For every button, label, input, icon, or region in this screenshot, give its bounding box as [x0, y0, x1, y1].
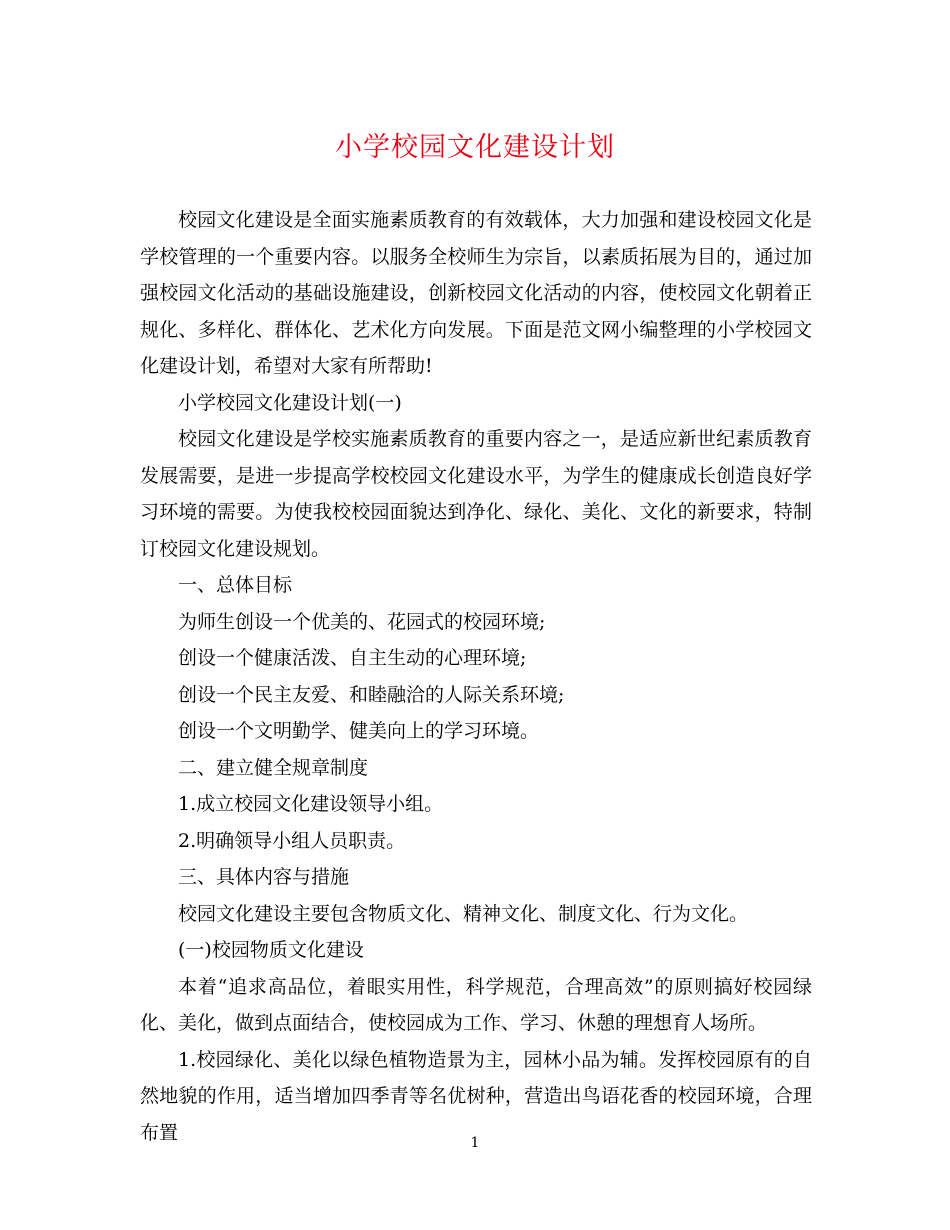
rule-item: 2.明确领导小组人员职责。	[178, 829, 406, 852]
section-heading-plan-one: 小学校园文化建设计划(一)	[178, 391, 402, 414]
page-number: 1	[470, 1135, 480, 1151]
paragraph-culture-types: 校园文化建设主要包含物质文化、精神文化、制度文化、行为文化。	[178, 902, 749, 925]
goal-item: 创设一个健康活泼、自主生动的心理环境;	[178, 647, 527, 669]
document-title: 小学校园文化建设计划	[335, 132, 615, 163]
subheading-material-culture: (一)校园物质文化建设	[178, 939, 364, 961]
heading-overall-goals: 一、总体目标	[178, 574, 293, 596]
heading-content-measures: 三、具体内容与措施	[178, 866, 350, 888]
heading-rules: 二、建立健全规章制度	[178, 756, 369, 779]
paragraph-greening: 1.校园绿化、美化以绿色植物造景为主，园林小品为辅。发挥校园原有的自然地貌的作用，适当增加四季青等名优树种，营造出鸟语花香的校园环境，合理布置	[140, 1048, 812, 1144]
rule-item: 1.成立校园文化建设领导小组。	[178, 793, 444, 815]
goal-item: 为师生创设一个优美的、花园式的校园环境;	[178, 610, 546, 633]
goal-item: 创设一个民主友爱、和睦融洽的人际关系环境;	[178, 683, 565, 706]
paragraph-principles: 本着“追求高品位，着眼实用性，科学规范，合理高效”的原则搞好校园绿化、美化，做到点面结合，使校园成为工作、学习、休憩的理想育人场所。	[140, 975, 812, 1034]
paragraph-intro: 校园文化建设是全面实施素质教育的有效载体，大力加强和建设校园文化是学校管理的一个重要内容。以服务全校师生为宗旨，以素质拓展为目的，通过加强校园文化活动的基础设施建设，创新校园文化活动的内容，使校园文化朝着正规化、多样化、群体化、艺术化方向发展。下面是范文网小编整理的小学校园文化建设计划，希望对大家有所帮助!	[140, 209, 812, 377]
goal-item: 创设一个文明勤学、健美向上的学习环境。	[178, 720, 540, 742]
paragraph-plan-intro: 校园文化建设是学校实施素质教育的重要内容之一，是适应新世纪素质教育发展需要，是进一步提高学校校园文化建设水平，为学生的健康成长创造良好学习环境的需要。为使我校校园面貌达到净化、绿化、美化、文化的新要求，特制订校园文化建设规划。	[140, 428, 812, 560]
document-body	[140, 202, 812, 1151]
